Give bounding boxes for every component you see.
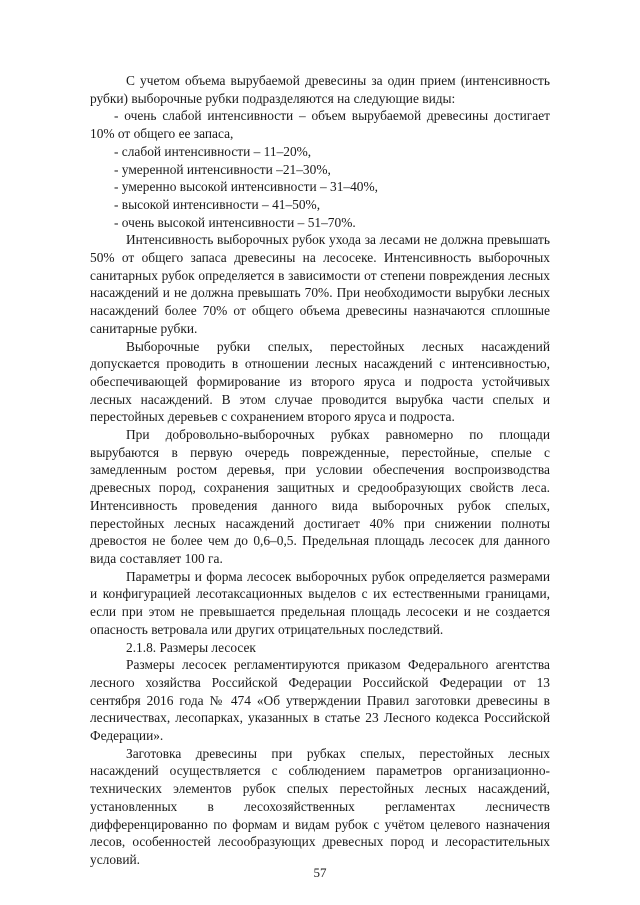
list-item-high: - высокой интенсивности – 41–50%, bbox=[114, 196, 321, 212]
paragraph-cutting-intensity-intro: С учетом объема вырубаемой древесины за один прием (интенсивность рубки) выборочные рубки подразделяются на следующие виды: bbox=[90, 73, 550, 106]
list-item-very-high: - очень высокой интенсивности – 51–70%. bbox=[114, 214, 356, 230]
paragraph-mature-stands: Выборочные рубки спелых, перестойных лесных насаждений допускается проводить в отношении лесных насаждений с интенсивностью, обеспечивающей формирование из второго яруса и подроста устойчивых лесных насаждений. В этом случае проводится вырубка части спелых и перестойных деревьев с сохранением второго яруса и подроста. bbox=[90, 338, 550, 425]
body-text bbox=[90, 72, 550, 869]
list-item-very-weak: - очень слабой интенсивности – объем вырубаемой древесины достигает 10% от общего ее запаса, bbox=[90, 108, 550, 142]
page-number: 57 bbox=[313, 865, 327, 880]
paragraph-voluntary-selective: При добровольно-выборочных рубках равномерно по площади вырубаются в первую очередь поврежденные, перестойные, спелые с замедленным ростом деревья, при условии обеспечения воспроизводства древесных пород, сохранения защитных и средообразующих свойств леса. Интенсивность проведения данного вида выборочных рубок спелых, перестойных лесных насаждений достигает 40% при снижении полноты древостоя не более чем до 0,6–0,5. Предельная площадь лесосек для данного вида составляет 100 га. bbox=[90, 427, 550, 566]
paragraph-regulation: Размеры лесосек регламентируются приказом Федерального агентства лесного хозяйства Российской Федерации Российской Федерации от 13 сентября 2016 года № 474 «Об утверждении Правил заготовки древесины в лесничествах, лесопарках, указанных в статье 23 Лесного кодекса Российской Федерации». bbox=[90, 657, 550, 744]
list-item-moderately-high: - умеренно высокой интенсивности – 31–40%, bbox=[114, 179, 379, 195]
list-item-moderate: - умеренной интенсивности –21–30%, bbox=[114, 161, 331, 177]
paragraph-parameters: Параметры и форма лесосек выборочных рубок определяется размерами и конфигурацией лесотаксационных выделов с их естественными границами, если при этом не превышается предельная площадь лесосеки и не создается опасность ветровала или других отрицательных последствий. bbox=[90, 568, 550, 637]
list-item-weak: - слабой интенсивности – 11–20%, bbox=[114, 143, 312, 159]
paragraph-harvesting: Заготовка древесины при рубках спелых, перестойных лесных насаждений осуществляется с соблюдением параметров организационно-технических элементов рубок спелых перестойных лесных насаждений, установленных в лесохозяйственных регламентах лесничеств дифференцированно по формам и видам рубок с учётом целевого назначения лесов, особенностей лесообразующих древесных пород и лесорастительных условий. bbox=[90, 745, 550, 867]
section-heading: 2.1.8. Размеры лесосек bbox=[126, 639, 256, 655]
paragraph-care-sanitary: Интенсивность выборочных рубок ухода за лесами не должна превышать 50% от общего запаса древесины на лесосеке. Интенсивность выборочных санитарных рубок определяется в зависимости от степени повреждения лесных насаждений и не должна превышать 70%. При необходимости вырубки лесных насаждений более 70% от общего объема древесины назначаются сплошные санитарные рубки. bbox=[90, 232, 550, 336]
